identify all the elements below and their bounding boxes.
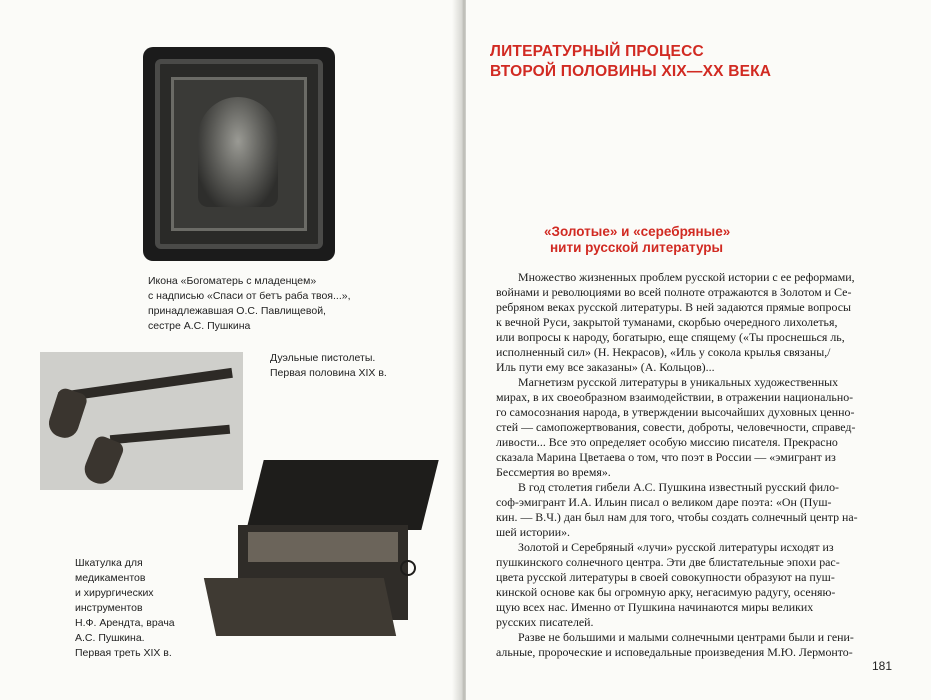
text-line: Бессмертия во время». (496, 465, 611, 479)
text-line: Множество жизненных проблем русской истории с ее реформами, (518, 270, 855, 284)
caption-line: медикаментов (75, 572, 146, 584)
caption-line: Н.Ф. Арендта, врача (75, 617, 175, 629)
caption-line: Первая треть XIX в. (75, 647, 172, 659)
section-title (544, 224, 730, 256)
caption-line: сестре А.С. Пушкина (148, 320, 251, 332)
text-line: исполненный сил» (Н. Некрасов), «Иль у сокола крылья связаны,/ (496, 345, 831, 359)
text-line: Золотой и Серебряный «лучи» русской литературы исходят из (518, 540, 834, 554)
text-line: го самосознания народа, в утверждении высочайших духовных ценно- (496, 405, 855, 419)
text-line: цвета русской литературы в своей совокупности образуют на пуш- (496, 570, 835, 584)
text-line: шей истории». (496, 525, 570, 539)
body-text (496, 270, 892, 660)
caption-line: Дуэльные пистолеты. (270, 352, 376, 364)
text-line: к вечной Руси, закрытой туманами, скорбью очередного лихолетья, (496, 315, 838, 329)
text-line: Разве не большими и малыми солнечными центрами были и гени- (518, 630, 854, 644)
section-title-line: нити русской литературы (550, 240, 724, 255)
text-line: щую всех нас. Именно от Пушкина начинаются миры великих (496, 600, 814, 614)
chapter-title (490, 42, 771, 82)
text-line: альные, пророческие и исповедальные произведения М.Ю. Лермонто- (496, 645, 853, 659)
caption-line: инструментов (75, 602, 143, 614)
text-line: Магнетизм русской литературы в уникальных художественных (518, 375, 839, 389)
caption-line: и хирургических (75, 587, 154, 599)
text-line: сказала Марина Цветаева о том, что поэт в России — «эмигрант из (496, 450, 836, 464)
text-line: Иль пути ему все заказаны» (А. Кольцов)... (496, 360, 715, 374)
text-line: стей — самопожертвования, совести, доброты, человечности, справед- (496, 420, 856, 434)
caption-line: Икона «Богоматерь с младенцем» (148, 275, 317, 287)
text-line: соф-эмигрант И.А. Ильин писал о великом даре поэта: «Он (Пуш- (496, 495, 832, 509)
title-line: ВТОРОЙ ПОЛОВИНЫ XIX—XX ВЕКА (490, 63, 772, 80)
text-line: кин. — В.Ч.) дан был нам для того, чтобы создать солнечный центр на- (496, 510, 858, 524)
caption-line: принадлежавшая О.С. Павлищевой, (148, 305, 326, 317)
caption-line: Первая половина XIX в. (270, 367, 387, 379)
text-line: мирах, в их своеобразном взаимодействии, в отражении национально- (496, 390, 854, 404)
box-caption (75, 556, 175, 661)
text-line: ребряном веках русской литературы. В ней задаются прямые вопросы (496, 300, 851, 314)
text-line: пушкинского солнечного центра. Эти две блистательные эпохи рас- (496, 555, 840, 569)
text-line: или вопросы к народу, богатырю, еще спящему («Ты проснешься ль, (496, 330, 845, 344)
caption-line: Шкатулка для (75, 557, 143, 569)
medicine-box-photo (200, 460, 436, 650)
text-line: войнами и революциями во всей полноте отражаются в Золотом и Се- (496, 285, 852, 299)
section-title-line: «Золотые» и «серебряные» (544, 224, 731, 239)
icon-photo (143, 47, 335, 261)
text-line: ливости... Все это определяет особую миссию писателя. Прекрасно (496, 435, 838, 449)
text-line: кинской основе как бы огромную арку, негасимую радугу, осеняю- (496, 585, 836, 599)
left-page (0, 0, 462, 700)
caption-line: А.С. Пушкина. (75, 632, 145, 644)
caption-line: с надписью «Спаси от бетъ раба твоя...», (148, 290, 351, 302)
pistols-caption (270, 351, 387, 381)
page-number: 181 (872, 659, 893, 673)
title-line: ЛИТЕРАТУРНЫЙ ПРОЦЕСС (490, 43, 704, 60)
text-line: В год столетия гибели А.С. Пушкина известный русский фило- (518, 480, 839, 494)
text-line: русских писателей. (496, 615, 594, 629)
icon-caption (148, 274, 351, 334)
